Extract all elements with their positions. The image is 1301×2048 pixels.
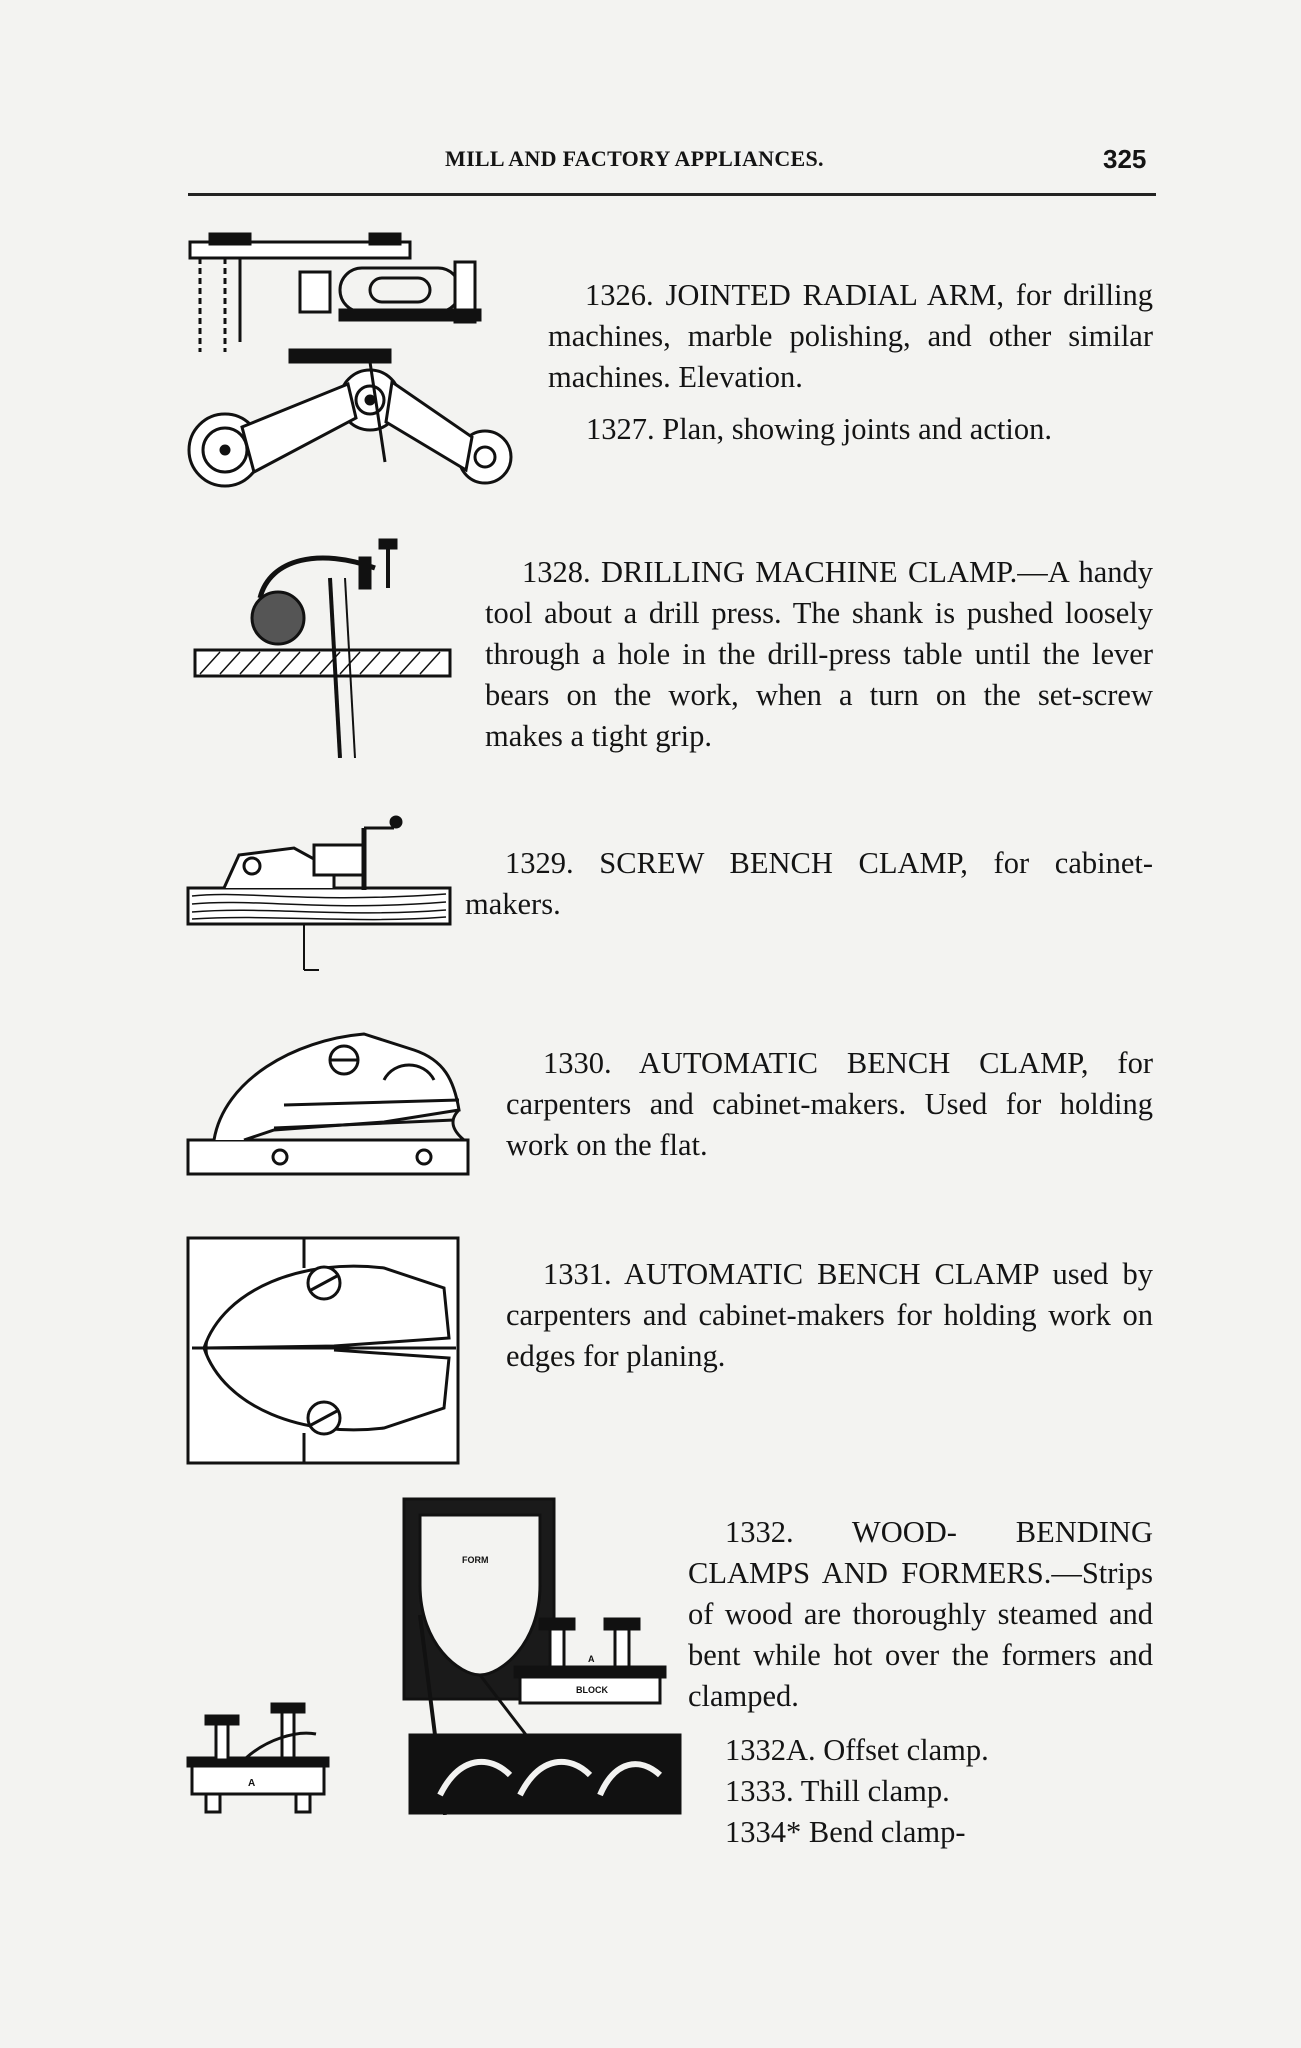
figure-automatic-bench-clamp-flat <box>184 1020 474 1180</box>
figure-drilling-machine-clamp <box>190 538 460 758</box>
entry-1334: 1334* Bend clamp- <box>725 1815 966 1849</box>
running-header: MILL AND FACTORY APPLIANCES. <box>445 146 824 171</box>
entry-1330: 1330. AUTOMATIC BENCH CLAMP, for carpenters and cabinet-makers. Used for holding work on the flat. <box>506 1046 1153 1162</box>
entry-1326: 1326. JOINTED RADIAL ARM, for drilling machines, marble polishing, and other similar machines. Elevation. <box>548 278 1153 394</box>
entry-1327: 1327. Plan, showing joints and action. <box>586 412 1052 446</box>
entry-1331: 1331. AUTOMATIC BENCH CLAMP used by carpenters and cabinet-makers for holding work on edges for planing. <box>506 1257 1153 1373</box>
entry-1333: 1333. Thill clamp. <box>725 1774 950 1808</box>
figure-wood-bending-formers <box>400 1495 690 1815</box>
figure-label-block: BLOCK <box>576 1685 608 1695</box>
figure-label-form: FORM <box>462 1555 489 1565</box>
figure-automatic-bench-clamp-edge <box>184 1228 464 1468</box>
figure-label-a-lower: A <box>248 1778 256 1789</box>
entry-1328: 1328. DRILLING MACHINE CLAMP.—A handy tool about a drill press. The shank is pushed loosely through a hole in the drill-press table until the lever bears on the work, when a turn on the set-screw makes a tight grip. <box>485 555 1153 753</box>
figure-jointed-radial-arm <box>180 232 520 492</box>
entry-1332a: 1332A. Offset clamp. <box>725 1733 989 1767</box>
entry-1329: 1329. SCREW BENCH CLAMP, for cabinet-makers. <box>465 846 1153 921</box>
page-number: 325 <box>1103 144 1147 174</box>
figure-screw-bench-clamp <box>184 800 454 975</box>
figure-offset-clamp <box>186 1700 331 1820</box>
header-rule <box>188 193 1156 196</box>
figure-label-a-upper: A <box>588 1654 595 1664</box>
entry-1332: 1332. WOOD- BENDING CLAMPS AND FORMERS.—Strips of wood are thoroughly steamed and bent while hot over the formers and clamped. <box>688 1515 1153 1713</box>
